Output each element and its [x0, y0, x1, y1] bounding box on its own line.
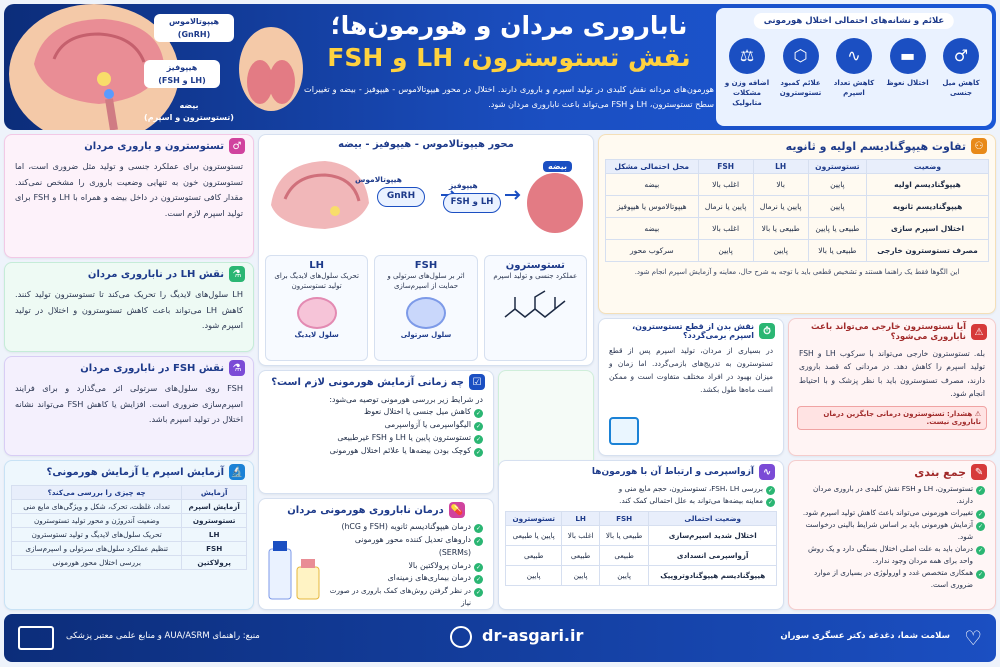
table-row: تستوسترون وضعیت آندروژن و محور تولید تستوسترون — [12, 514, 247, 528]
chat-icon: ✎ — [971, 464, 987, 480]
axis-gnrh-box: GnRH — [377, 187, 425, 207]
flask-icon: ⚗ — [229, 360, 245, 376]
header-banner — [4, 4, 996, 130]
calendar-icon — [609, 417, 639, 445]
molecule-icon: ⬡ — [783, 38, 819, 74]
bed-icon: ▬ — [890, 38, 926, 74]
fsh-card: ⚗ نقش FSH در ناباروری مردان FSH روی سلول‌های سرتولی اثر می‌گذارد و برای فرایند اسپرم‌سازی ضروری است. افزایش یا کاهش FSH می‌تواند نشانه اختلال در تولید اسپرم باشد. — [4, 356, 254, 456]
pill-icon: 💊 — [449, 502, 465, 518]
list-item: ✓ درمان بیماری‌های زمینه‌ای — [325, 572, 483, 585]
page-title-line2: نقش تستوسترون، LH و FSH — [327, 43, 691, 72]
list-item: ✓ تغییرات هورمونی می‌تواند باعث کاهش تولید اسپرم شود. — [799, 507, 985, 519]
azoospermia-table: وضعیت احتمالی FSH LH تستوسترون اختلال شدید اسپرم‌سازی طبیعی یا بالا اغلب بالا پایین یا طبیعی آزواسپرمی انسدادی طبیعی طبیعی طبیعی هیپوگنادیسم هیپوگنادوتروپیک پایین پایین پایین — [505, 511, 777, 586]
axis-label-hypothalamus: هیپوتالاموس — [355, 175, 402, 184]
symptom-weight: ⚖ اضافه وزن و مشکلات متابولیک — [722, 38, 772, 108]
panel-fsh: FSH اثر بر سلول‌های سرتولی و حمایت از اسپرم‌سازی سلول سرتولی — [374, 255, 477, 361]
table-row: مصرف تستوسترون خارجی طبیعی یا بالا پایین پایین سرکوب محور — [606, 240, 989, 262]
axis-title: محور هیپوتالاموس - هیپوفیز - بیضه — [338, 139, 514, 150]
male-icon: ♂ — [943, 38, 979, 74]
after-stop-card: ⏱ نقش بدن از قطع تستوسترون، اسپرم برمی‌گردد؟ در بسیاری از مردان، تولید اسپرم پس از قطع تستوسترون به تدریج‌های بازمی‌گردد. اما زمان و میزان بهبود در افراد مختلف متفاوت است و ممکن است ماه‌ها طول بکشد. — [598, 318, 784, 456]
warning-icon: ⚠ — [972, 410, 981, 419]
clipboard-icon: ☑ — [469, 374, 485, 390]
brain-label-testis: بیضه (تستوسترون و اسپرم) — [144, 101, 234, 122]
tests-table: آزمایش چه چیزی را بررسی می‌کند؟ آزمایش اسپرم تعداد، غلظت، تحرک، شکل و ویژگی‌های مایع منی تستوسترون وضعیت آندروژن و محور تولید تستوسترون LH تحریک سلول‌های لایدیگ و تولید تستوسترون FSH تنظیم عملکرد سلول‌های سرتولی و اسپرم‌سازی پرولاکتین بررسی اختلال محور هورمونی — [11, 485, 247, 570]
tests-card: 🔬 آزمایش اسپرم یا آزمایش هورمونی؟ آزمایش چه چیزی را بررسی می‌کند؟ آزمایش اسپرم تعداد، غلظت، تحرک، شکل و ویژگی‌های مایع منی تستوسترون وضعیت آندروژن و محور تولید تستوسترون LH تحریک سلول‌های لایدیگ و تولید تستوسترون FSH تنظیم عملکرد سلول‌های سرتولی و اسپرم‌سازی پرولاکتین بررسی اختلال محور هورمونی — [4, 460, 254, 610]
list-item: ✓ الیگواسپرمی یا آزواسپرمی — [269, 419, 483, 432]
testis-illustration — [236, 24, 306, 114]
summary-card: ✎ جمع بندی ✓ تستوسترون، LH و FSH نقش کلیدی در باروری مردان دارند. ✓ تغییرات هورمونی می‌تواند باعث کاهش تولید اسپرم شود. ✓ آزمایش هورمونی باید بر اساس شرایط بالینی درخواست شود. ✓ درمان باید به علت اصلی اختلال بستگی دارد و یک روش واحد برای همه مردان وجود ندارد. ✓ همکاری متخصص غدد و اورولوژی در بسیاری از موارد ضروری است. — [788, 460, 996, 610]
scale-icon: ⚖ — [729, 38, 765, 74]
microscope-icon: 🔬 — [229, 464, 245, 480]
list-item: ✓ درمان هیپوگنادیسم ثانویه (FSH و hCG) — [325, 521, 483, 534]
list-item: ✓ درمان پرولاکتین بالا — [325, 560, 483, 573]
symptom-libido: ♂ کاهش میل جنسی — [936, 38, 986, 108]
symptom-low-t: ⬡ علائم کمبود تستوسترون — [776, 38, 826, 108]
table-row: هیپوگنادیسم ثانویه پایین پایین یا نرمال پایین یا نرمال هیپوتالاموس یا هیپوفیز — [606, 196, 989, 218]
axis-card — [258, 134, 594, 366]
sperm-icon: ∿ — [836, 38, 872, 74]
sperm-icon: ∿ — [759, 464, 775, 480]
list-item: ✓ بررسی FSH، LH، تستوسترون، حجم مایع منی و — [507, 483, 775, 495]
footer — [4, 614, 996, 662]
axis-diagram — [265, 155, 589, 237]
azoospermia-card: ∿ آزواسپرمی و ارتباط آن با هورمون‌ها ✓ بررسی FSH، LH، تستوسترون، حجم مایع منی و ✓ معاینه بیضه‌ها می‌تواند به علل احتمالی کمک کند. وضعیت احتمالی FSH LH تستوسترون اختلال شدید اسپرم‌سازی طبیعی یا بالا اغلب بالا پایین یا طبیعی آزواسپرمی انسدادی طبیعی طبیعی طبیعی هیپوگنادیسم هیپوگنادوتروپیک پایین پایین پایین — [498, 460, 784, 610]
brain-label-hypothalamus: هیپوتالاموس (GnRH) — [154, 14, 234, 42]
hypogonadism-note: این الگوها فقط یک راهنما هستند و تشخیص قطعی باید با توجه به شرح حال، معاینه و آزمایش اسپرم انجام شود. — [634, 268, 960, 277]
footer-website[interactable]: dr-asgari.ir — [482, 626, 584, 645]
list-item: ✓ همکاری متخصص غدد و اورولوژی در بسیاری از موارد ضروری است. — [799, 567, 985, 591]
table-row: اختلال شدید اسپرم‌سازی طبیعی یا بالا اغلب بالا پایین یا طبیعی — [506, 526, 777, 546]
male-icon: ♂ — [229, 138, 245, 154]
axis-label-testis: بیضه — [543, 161, 572, 172]
footer-signature: سلامت شما، دغدغه دکتر عسگری سوران — [780, 631, 950, 641]
brain-label-pituitary: هیپوفیز (LH و FSH) — [144, 60, 220, 88]
axis-label-pituitary: هیپوفیز — [449, 181, 478, 190]
external-t-card: ⚠ آیا تستوسترون خارجی می‌تواند باعث ناباروری می‌شود؟ بله. تستوسترون خارجی می‌تواند با سرکوب LH و FSH تولید اسپرم را کاهش دهد. در مردانی که قصد باروری دارند، مصرف تستوسترون باید با نظر پزشک و با احتیاط انجام شود. ⚠ هشدار: تستوسترون درمانی جایگزین درمان ناباروری نیست. — [788, 318, 996, 456]
panel-lh: LH تحریک سلول‌های لایدیگ برای تولید تستوسترون سلول لایدیگ — [265, 255, 368, 361]
book-icon — [18, 626, 54, 650]
page-title-line1: ناباروری مردان و هورمون‌ها؛ — [330, 11, 688, 40]
symptom-ed: ▬ اختلال نعوظ — [883, 38, 933, 108]
table-row: آزمایش اسپرم تعداد، غلظت، تحرک، شکل و ویژگی‌های مایع منی — [12, 500, 247, 514]
heart-icon: ♡ — [964, 626, 982, 650]
lh-card: ⚗ نقش LH در ناباروری مردان LH سلول‌های لایدیگ را تحریک می‌کند تا تستوسترون تولید کنند. کاهش LH می‌تواند باعث کاهش تستوسترون و اختلال در تولید اسپرم شود. — [4, 262, 254, 352]
footer-source: منبع: راهنمای AUA/ASRM و منابع علمی معتبر پزشکی — [66, 631, 260, 641]
hypogonadism-table: وضعیت تستوسترون LH FSH محل احتمالی مشکل هیپوگنادیسم اولیه پایین بالا اغلب بالا بیضه هیپوگنادیسم ثانویه پایین پایین یا نرمال پایین یا نرمال هیپوتالاموس یا هیپوفیز اختلال اسپرم سازی طبیعی یا پایین طبیعی یا بالا اغلب بالا بیضه مصرف تستوسترون خارجی طبیعی یا بالا پایین پایین سرکوب محور — [605, 159, 989, 262]
list-item: ✓ کاهش میل جنسی یا اختلال نعوظ — [269, 406, 483, 419]
list-item: ✓ داروهای تعدیل کننده محور هورمونی (SERMs) — [325, 534, 483, 560]
table-row: LH تحریک سلول‌های لایدیگ و تولید تستوسترون — [12, 528, 247, 542]
when-card: ☑ چه زمانی آزمایش هورمونی لازم است؟ در شرایط زیر بررسی هورمونی توصیه می‌شود: ✓ کاهش میل جنسی یا اختلال نعوظ ✓ الیگواسپرمی یا آزواسپرمی ✓ تستوسترون پایین یا LH و FSH غیرطبیعی ✓ کوچک بودن بیضه‌ها یا علائم اختلال هورمونی — [258, 370, 494, 494]
team-icon: ⚇ — [971, 138, 987, 154]
table-row: FSH تنظیم عملکرد سلول‌های سرتولی و اسپرم‌سازی — [12, 542, 247, 556]
flask-icon: ⚗ — [229, 266, 245, 282]
table-row: پرولاکتین بررسی اختلال محور هورمونی — [12, 556, 247, 570]
warning-banner: ⚠ هشدار: تستوسترون درمانی جایگزین درمان ناباروری نیست. — [797, 406, 987, 430]
leydig-cell-icon — [297, 297, 337, 329]
globe-icon — [450, 626, 472, 648]
symptom-sperm-count: ∿ کاهش تعداد اسپرم — [829, 38, 879, 108]
list-item: ✓ کوچک بودن بیضه‌ها یا علائم اختلال هورمونی — [269, 445, 483, 458]
treatment-card: 💊 درمان ناباروری هورمونی مردان ✓ درمان هیپوگنادیسم ثانویه (FSH و hCG) ✓ داروهای تعدیل کننده محور هورمونی (SERMs) ✓ درمان پرولاکتین بالا ✓ درمان بیماری‌های زمینه‌ای ✓ در نظر گرفتن روش‌های کمک باروری در صورت نیاز — [258, 498, 494, 610]
list-item: ✓ معاینه بیضه‌ها می‌تواند به علل احتمالی کمک کند. — [507, 495, 775, 507]
testosterone-card: ♂ تستوسترون و باروری مردان تستوسترون برای عملکرد جنسی و تولید مثل ضروری است، اما تستوسترون خون به تنهایی وضعیت باروری را مشخص نمی‌کند. مقدار کافی تستوسترون در داخل بیضه و همراه با LH و FSH برای تولید اسپرم لازم است. — [4, 134, 254, 258]
table-row: اختلال اسپرم سازی طبیعی یا پایین طبیعی یا بالا اغلب بالا بیضه — [606, 218, 989, 240]
axis-lhfsh-box: LH و FSH — [443, 193, 501, 213]
panel-testosterone: تستوسترون عملکرد جنسی و تولید اسپرم — [484, 255, 587, 361]
warning-icon: ⚠ — [971, 324, 987, 340]
list-item: ✓ در نظر گرفتن روش‌های کمک باروری در صورت نیاز — [325, 585, 483, 609]
table-row: آزواسپرمی انسدادی طبیعی طبیعی طبیعی — [506, 546, 777, 566]
table-row: هیپوگنادیسم هیپوگنادوتروپیک پایین پایین پایین — [506, 566, 777, 586]
symptoms-box — [716, 8, 992, 126]
table-row: هیپوگنادیسم اولیه پایین بالا اغلب بالا بیضه — [606, 174, 989, 196]
molecule-icon — [489, 287, 582, 329]
list-item: ✓ تستوسترون، LH و FSH نقش کلیدی در باروری مردان دارند. — [799, 483, 985, 507]
symptoms-title: علائم و نشانه‌های احتمالی اختلال هورمونی — [754, 13, 954, 29]
list-item: ✓ درمان باید به علت اصلی اختلال بستگی دارد و یک روش واحد برای همه مردان وجود ندارد. — [799, 543, 985, 567]
clock-icon: ⏱ — [759, 323, 775, 339]
intro-text: هورمون‌های مردانه نقش کلیدی در تولید اسپرم و باروری دارند. اختلال در محور هیپوتالاموس - هیپوفیز - بیضه و تغییرات سطح تستوسترون، LH و FSH می‌تواند باعث ناباروری مردان شود. — [304, 84, 714, 109]
list-item: ✓ تستوسترون پایین یا LH و FSH غیرطبیعی — [269, 432, 483, 445]
hypogonadism-card: ⚇ تفاوت هیپوگنادیسم اولیه و ثانویه وضعیت تستوسترون LH FSH محل احتمالی مشکل هیپوگنادیسم اولیه پایین بالا اغلب بالا بیضه هیپوگنادیسم ثانویه پایین پایین یا نرمال پایین یا نرمال هیپوتالاموس یا هیپوفیز اختلال اسپرم سازی طبیعی یا پایین طبیعی یا بالا اغلب بالا بیضه مصرف تستوسترون خارجی طبیعی یا بالا پایین پایین سرکوب محور این الگوها فقط یک راهنما هستند و تشخیص قطعی باید با توجه به شرح حال، معاینه و آزمایش اسپرم انجام شود. — [598, 134, 996, 314]
list-item: ✓ آزمایش هورمونی باید بر اساس شرایط بالینی درخواست شود. — [799, 519, 985, 543]
medicine-illustration — [265, 527, 325, 605]
sertoli-cell-icon — [406, 297, 446, 329]
